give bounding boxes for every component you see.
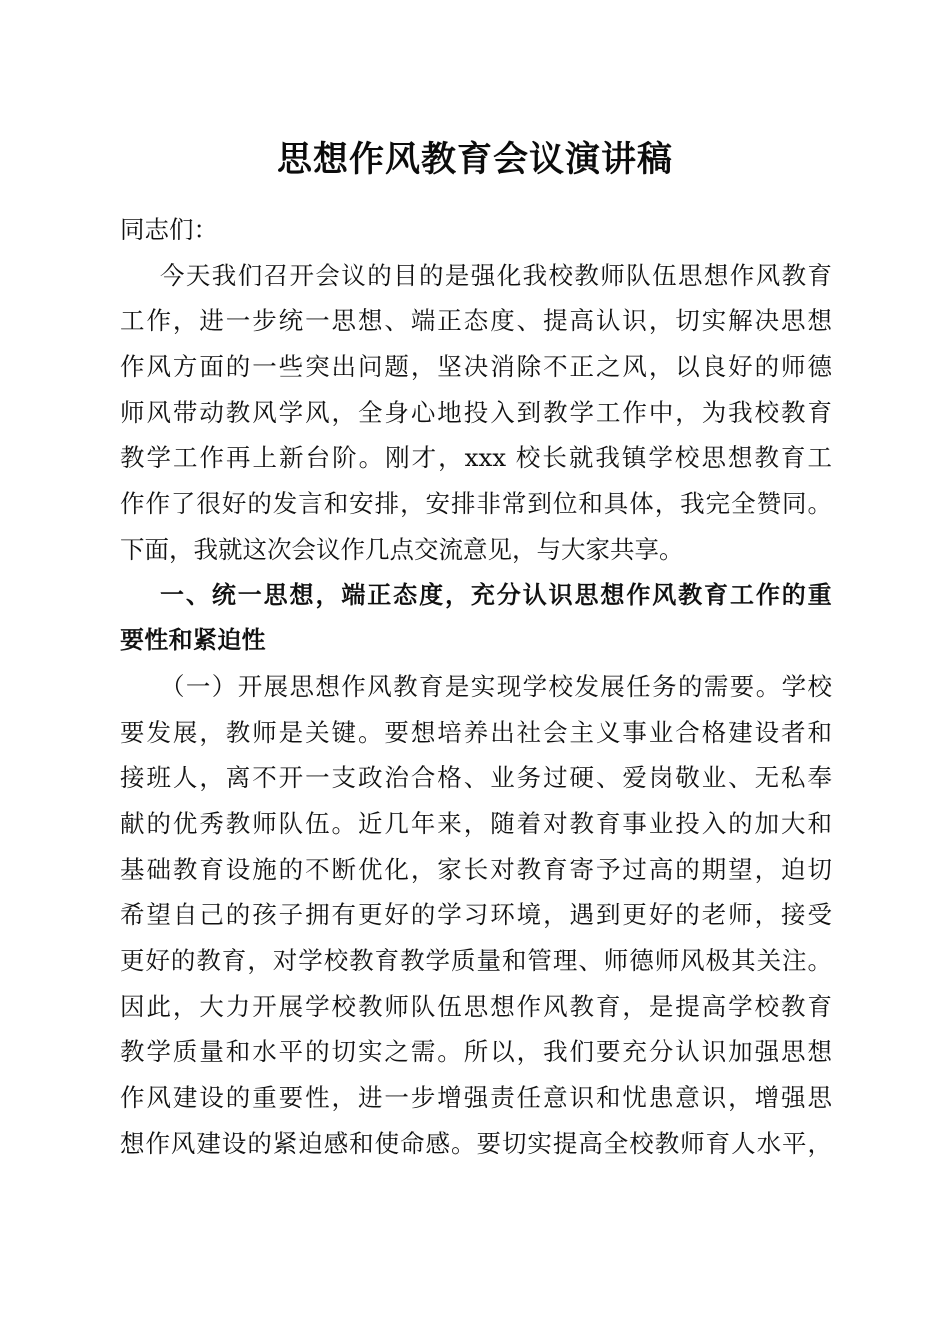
subsection-paragraph-line: （一）开展思想作风教育是实现学校发展任务的需要。学校 [160,671,832,701]
paragraph-line: 因此，大力开展学校教师队伍思想作风教育，是提高学校教育 [120,991,832,1021]
paragraph-line: 更好的教育，对学校教育教学质量和管理、师德师风极其关注。 [120,946,832,975]
paragraph-line: 工作，进一步统一思想、端正态度、提高认识，切实解决思想 [120,306,832,336]
paragraph-line: 基础教育设施的不断优化，家长对教育寄予过高的期望，迫切 [120,854,832,884]
section-heading-line: 要性和紧迫性 [120,626,266,655]
paragraph-line: 要发展，教师是关键。要想培养出社会主义事业合格建设者和 [120,717,832,747]
paragraph-line: 作风建设的重要性，进一步增强责任意识和忧患意识，增强思 [120,1083,832,1113]
paragraph-line: 下面，我就这次会议作几点交流意见，与大家共享。 [120,534,684,564]
paragraph-line: 接班人，离不开一支政治合格、业务过硬、爱岗敬业、无私奉 [120,763,832,793]
section-heading-line: 一、统一思想，端正态度，充分认识思想作风教育工作的重 [160,580,832,609]
paragraph-line: 今天我们召开会议的目的是强化我校教师队伍思想作风教育 [160,260,832,290]
document-title: 思想作风教育会议演讲稿 [276,140,673,180]
paragraph-line: 献的优秀教师队伍。近几年来，随着对教育事业投入的加大和 [120,808,832,838]
paragraph-line: 希望自己的孩子拥有更好的学习环境，遇到更好的老师，接受 [120,900,832,930]
paragraph-line: 师风带动教风学风，全身心地投入到教学工作中，为我校教育 [120,397,832,427]
paragraph-line: 教学质量和水平的切实之需。所以，我们要充分认识加强思想 [120,1037,832,1067]
document-body [120,207,832,1166]
paragraph-line: 教学工作再上新台阶。刚才，xxx 校长就我镇学校思想教育工 [120,443,832,473]
paragraph-line: 作作了很好的发言和安排，安排非常到位和具体，我完全赞同。 [120,489,832,519]
paragraph-line: 想作风建设的紧迫感和使命感。要切实提高全校教师育人水平， [120,1128,832,1158]
salutation-line: 同志们： [120,215,218,244]
paragraph-line: 作风方面的一些突出问题，坚决消除不正之风，以良好的师德 [120,352,832,382]
